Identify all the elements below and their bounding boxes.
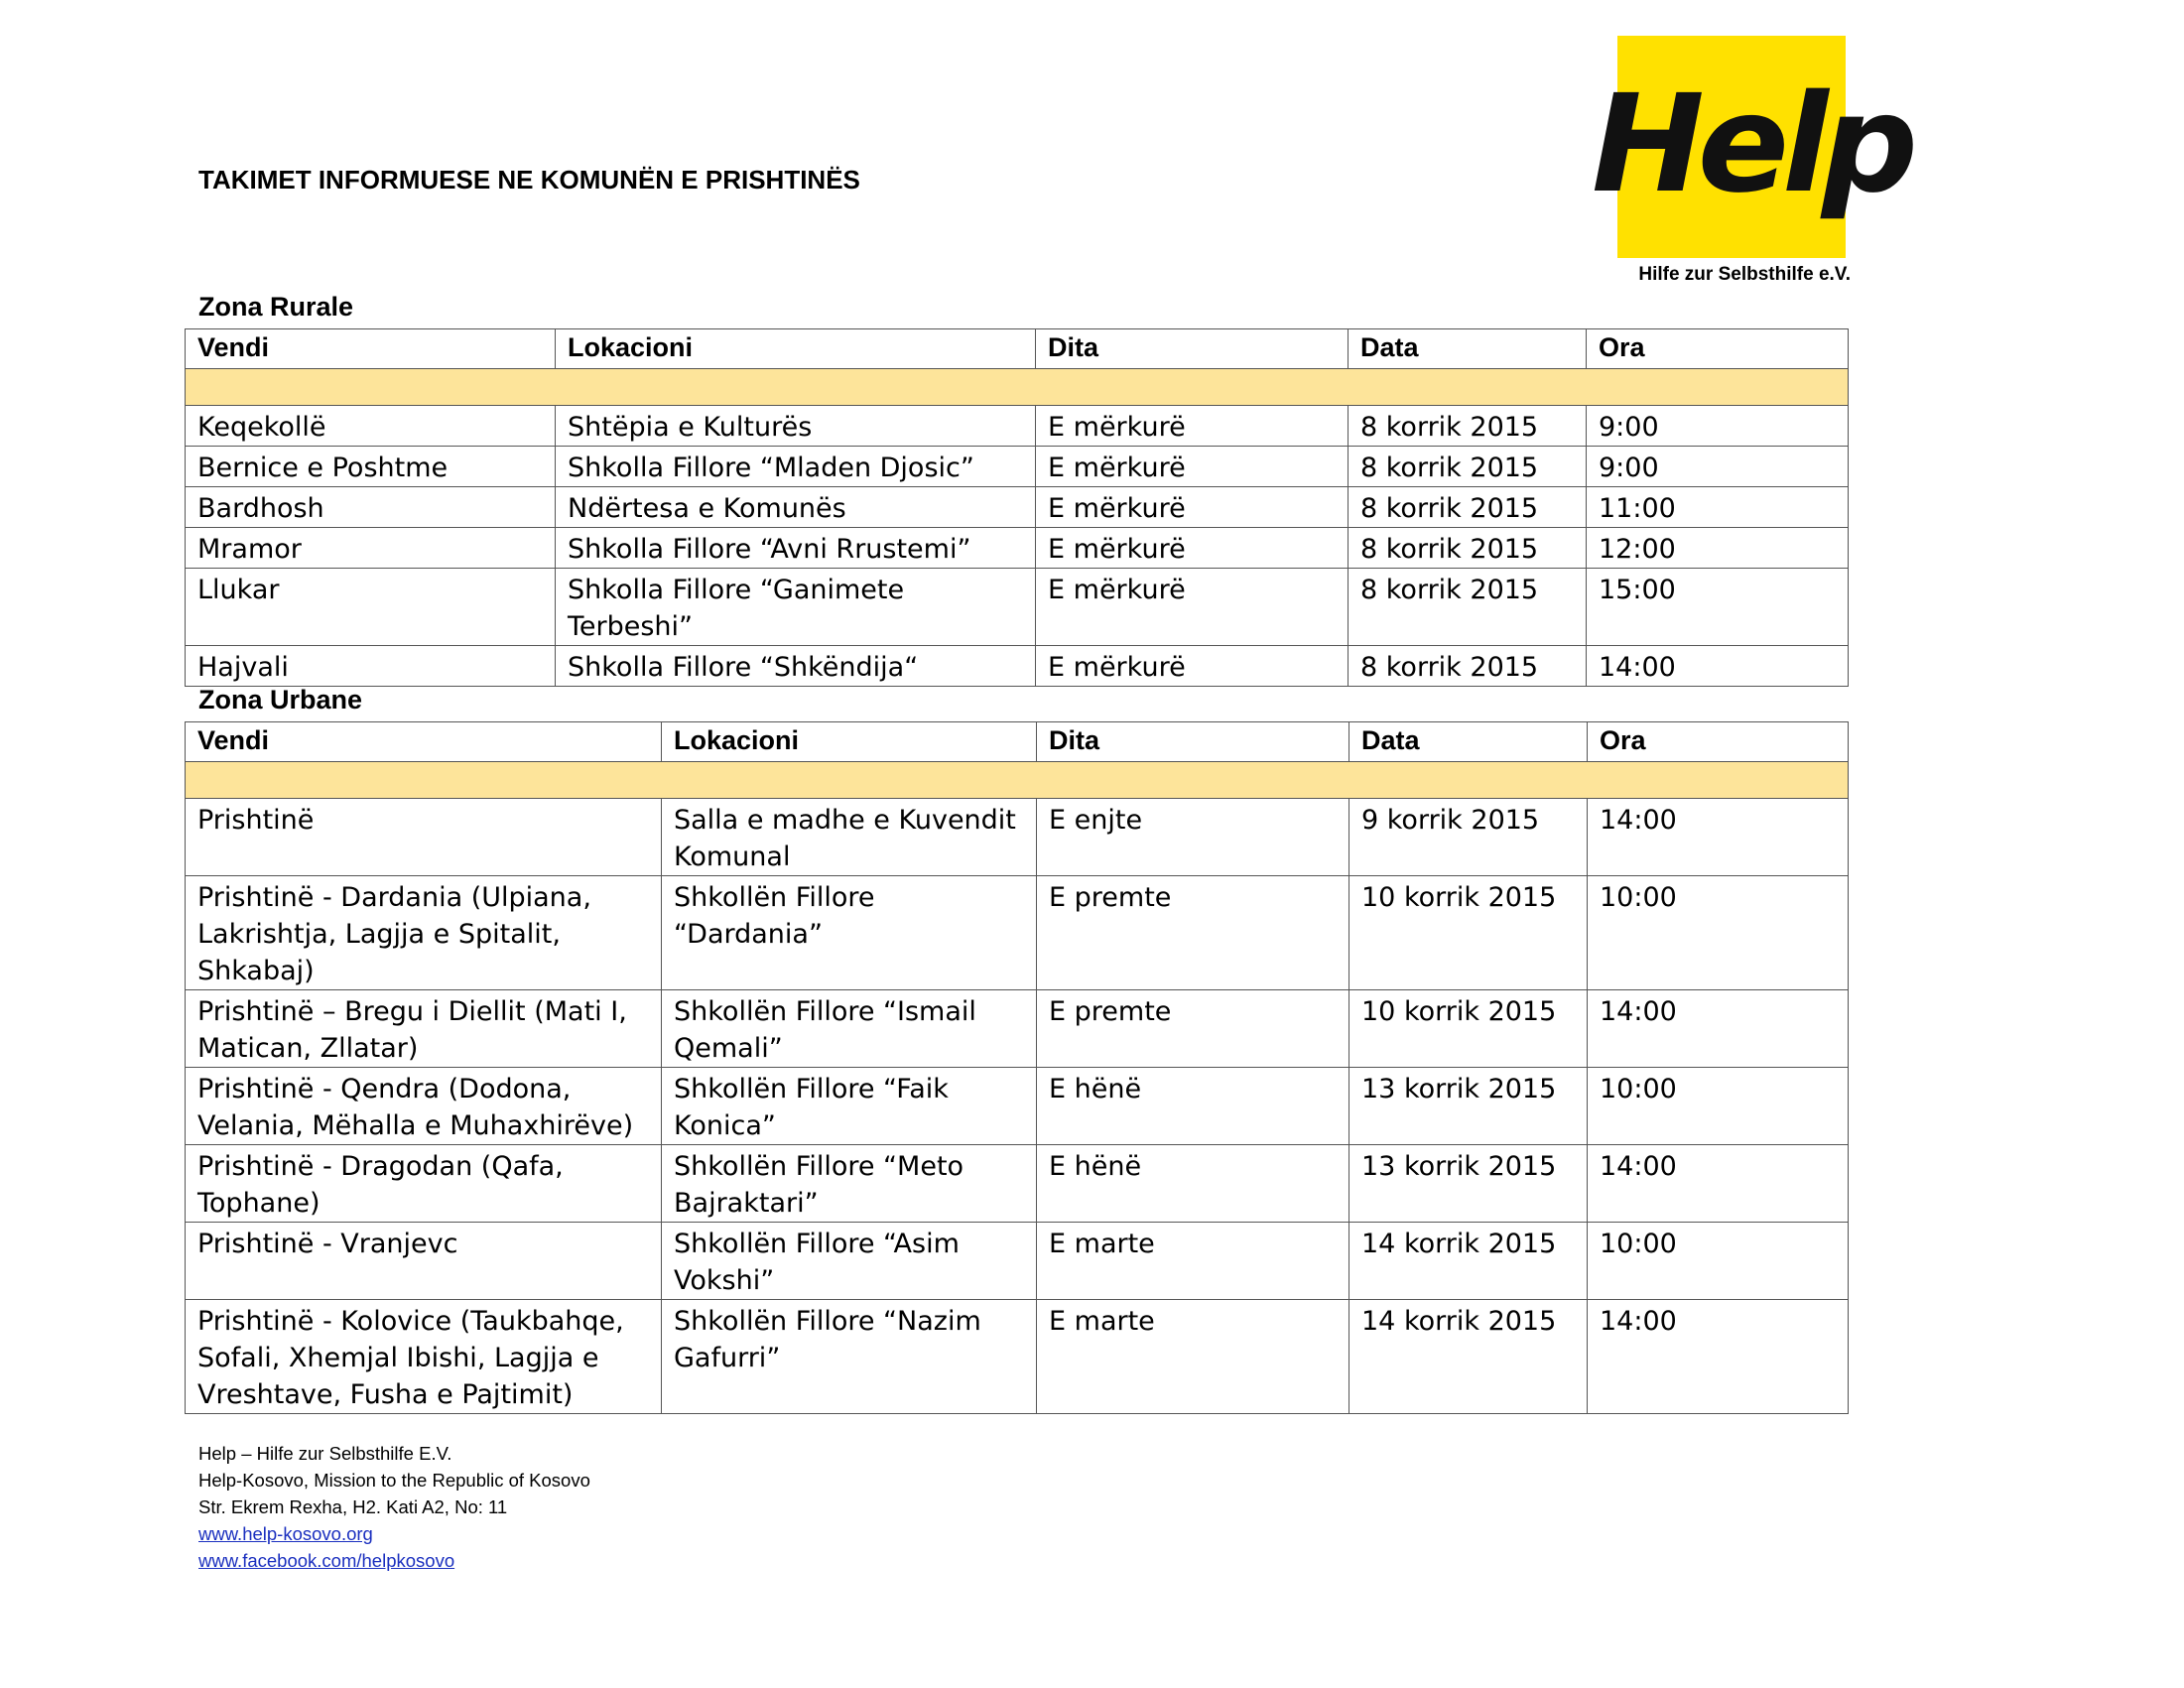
cell-lokacioni: Shkolla Fillore “Ganimete Terbeshi” <box>556 569 1036 646</box>
table-row <box>186 447 1849 487</box>
cell-ora: 14:00 <box>1588 1145 1849 1223</box>
table-row <box>186 1145 1849 1223</box>
cell-lokacioni: Shtëpia e Kulturës <box>556 406 1036 447</box>
cell-data: 8 korrik 2015 <box>1349 487 1587 528</box>
cell-data: 13 korrik 2015 <box>1349 1145 1588 1223</box>
cell-dita: E mërkurë <box>1036 406 1349 447</box>
cell-vendi: Prishtinë <box>186 799 662 876</box>
cell-data: 8 korrik 2015 <box>1349 569 1587 646</box>
cell-ora: 14:00 <box>1588 1300 1849 1414</box>
cell-ora: 11:00 <box>1587 487 1849 528</box>
cell-ora: 9:00 <box>1587 406 1849 447</box>
cell-data: 14 korrik 2015 <box>1349 1223 1588 1300</box>
cell-ora: 14:00 <box>1588 799 1849 876</box>
cell-ora: 10:00 <box>1588 1223 1849 1300</box>
cell-ora: 14:00 <box>1588 990 1849 1068</box>
cell-data: 14 korrik 2015 <box>1349 1300 1588 1414</box>
cell-ora: 10:00 <box>1588 876 1849 990</box>
page-title: TAKIMET INFORMUESE NE KOMUNËN E PRISHTINËS <box>198 165 860 195</box>
cell-lokacioni: Shkollën Fillore “Nazim Gafurri” <box>662 1300 1037 1414</box>
cell-vendi: Mramor <box>186 528 556 569</box>
logo-word: Help <box>1592 66 1912 223</box>
table-row <box>186 799 1849 876</box>
cell-data: 8 korrik 2015 <box>1349 528 1587 569</box>
column-header-data: Data <box>1349 329 1587 369</box>
cell-ora: 9:00 <box>1587 447 1849 487</box>
footer-street: Str. Ekrem Rexha, H2. Kati A2, No: 11 <box>198 1496 508 1517</box>
cell-lokacioni: Shkollën Fillore “Asim Vokshi” <box>662 1223 1037 1300</box>
cell-vendi: Hajvali <box>186 646 556 687</box>
table-row <box>186 528 1849 569</box>
column-header-ora: Ora <box>1587 329 1849 369</box>
cell-lokacioni: Shkollën Fillore “Dardania” <box>662 876 1037 990</box>
cell-dita: E premte <box>1037 876 1349 990</box>
cell-data: 8 korrik 2015 <box>1349 406 1587 447</box>
column-header-data: Data <box>1349 722 1588 762</box>
cell-vendi: Prishtinë - Dardania (Ulpiana, Lakrishtja, Lagjja e Spitalit, Shkabaj) <box>186 876 662 990</box>
column-header-ora: Ora <box>1588 722 1849 762</box>
cell-ora: 15:00 <box>1587 569 1849 646</box>
cell-vendi: Prishtinë - Kolovice (Taukbahqe, Sofali, Xhemjal Ibishi, Lagjja e Vreshtave, Fusha e Pajtimit) <box>186 1300 662 1414</box>
cell-vendi: Llukar <box>186 569 556 646</box>
footer-address <box>198 1440 590 1574</box>
cell-ora: 12:00 <box>1587 528 1849 569</box>
footer-org-name: Help – Hilfe zur Selbsthilfe E.V. <box>198 1443 452 1464</box>
table-row <box>186 1300 1849 1414</box>
table-header-row <box>186 329 1849 369</box>
cell-dita: E mërkurë <box>1036 447 1349 487</box>
facebook-link[interactable]: www.facebook.com/helpkosovo <box>198 1550 455 1571</box>
cell-lokacioni: Salla e madhe e Kuvendit Komunal <box>662 799 1037 876</box>
cell-data: 9 korrik 2015 <box>1349 799 1588 876</box>
cell-dita: E hënë <box>1037 1068 1349 1145</box>
cell-vendi: Prishtinë - Vranjevc <box>186 1223 662 1300</box>
cell-lokacioni: Shkolla Fillore “Mladen Djosic” <box>556 447 1036 487</box>
column-header-dita: Dita <box>1036 329 1349 369</box>
column-header-lokacioni: Lokacioni <box>556 329 1036 369</box>
cell-dita: E premte <box>1037 990 1349 1068</box>
cell-dita: E hënë <box>1037 1145 1349 1223</box>
cell-data: 10 korrik 2015 <box>1349 990 1588 1068</box>
cell-vendi: Bardhosh <box>186 487 556 528</box>
cell-lokacioni: Shkollën Fillore “Faik Konica” <box>662 1068 1037 1145</box>
cell-vendi: Prishtinë - Qendra (Dodona, Velania, Mëhalla e Muhaxhirëve) <box>186 1068 662 1145</box>
column-header-lokacioni: Lokacioni <box>662 722 1037 762</box>
highlight-band <box>186 762 1849 799</box>
cell-ora: 14:00 <box>1587 646 1849 687</box>
cell-dita: E mërkurë <box>1036 569 1349 646</box>
logo-tagline: Hilfe zur Selbsthilfe e.V. <box>1638 264 1851 285</box>
table-header-row <box>186 722 1849 762</box>
website-link[interactable]: www.help-kosovo.org <box>198 1523 373 1544</box>
cell-dita: E mërkurë <box>1036 487 1349 528</box>
cell-data: 10 korrik 2015 <box>1349 876 1588 990</box>
cell-lokacioni: Shkollën Fillore “Meto Bajraktari” <box>662 1145 1037 1223</box>
table-row <box>186 876 1849 990</box>
cell-dita: E mërkurë <box>1036 528 1349 569</box>
cell-dita: E marte <box>1037 1223 1349 1300</box>
table-row <box>186 1223 1849 1300</box>
help-logo <box>1592 36 1912 292</box>
column-header-dita: Dita <box>1037 722 1349 762</box>
urban-heading: Zona Urbane <box>198 685 363 714</box>
cell-dita: E enjte <box>1037 799 1349 876</box>
urban-table <box>185 721 1849 1414</box>
cell-data: 13 korrik 2015 <box>1349 1068 1588 1145</box>
cell-vendi: Bernice e Poshtme <box>186 447 556 487</box>
cell-dita: E mërkurë <box>1036 646 1349 687</box>
cell-lokacioni: Shkolla Fillore “Avni Rrustemi” <box>556 528 1036 569</box>
rural-table <box>185 328 1849 687</box>
column-header-vendi: Vendi <box>186 329 556 369</box>
cell-data: 8 korrik 2015 <box>1349 447 1587 487</box>
cell-ora: 10:00 <box>1588 1068 1849 1145</box>
footer-mission: Help-Kosovo, Mission to the Republic of Kosovo <box>198 1470 590 1491</box>
cell-lokacioni: Shkollën Fillore “Ismail Qemali” <box>662 990 1037 1068</box>
cell-vendi: Prishtinë - Dragodan (Qafa, Tophane) <box>186 1145 662 1223</box>
cell-vendi: Prishtinë – Bregu i Diellit (Mati I, Matican, Zllatar) <box>186 990 662 1068</box>
cell-data: 8 korrik 2015 <box>1349 646 1587 687</box>
cell-lokacioni: Shkolla Fillore “Shkëndija“ <box>556 646 1036 687</box>
table-row <box>186 569 1849 646</box>
cell-dita: E marte <box>1037 1300 1349 1414</box>
table-row <box>186 990 1849 1068</box>
highlight-band <box>186 369 1849 406</box>
table-row <box>186 406 1849 447</box>
cell-vendi: Keqekollë <box>186 406 556 447</box>
table-row <box>186 487 1849 528</box>
table-row <box>186 646 1849 687</box>
table-row <box>186 1068 1849 1145</box>
column-header-vendi: Vendi <box>186 722 662 762</box>
rural-heading: Zona Rurale <box>198 292 354 322</box>
cell-lokacioni: Ndërtesa e Komunës <box>556 487 1036 528</box>
